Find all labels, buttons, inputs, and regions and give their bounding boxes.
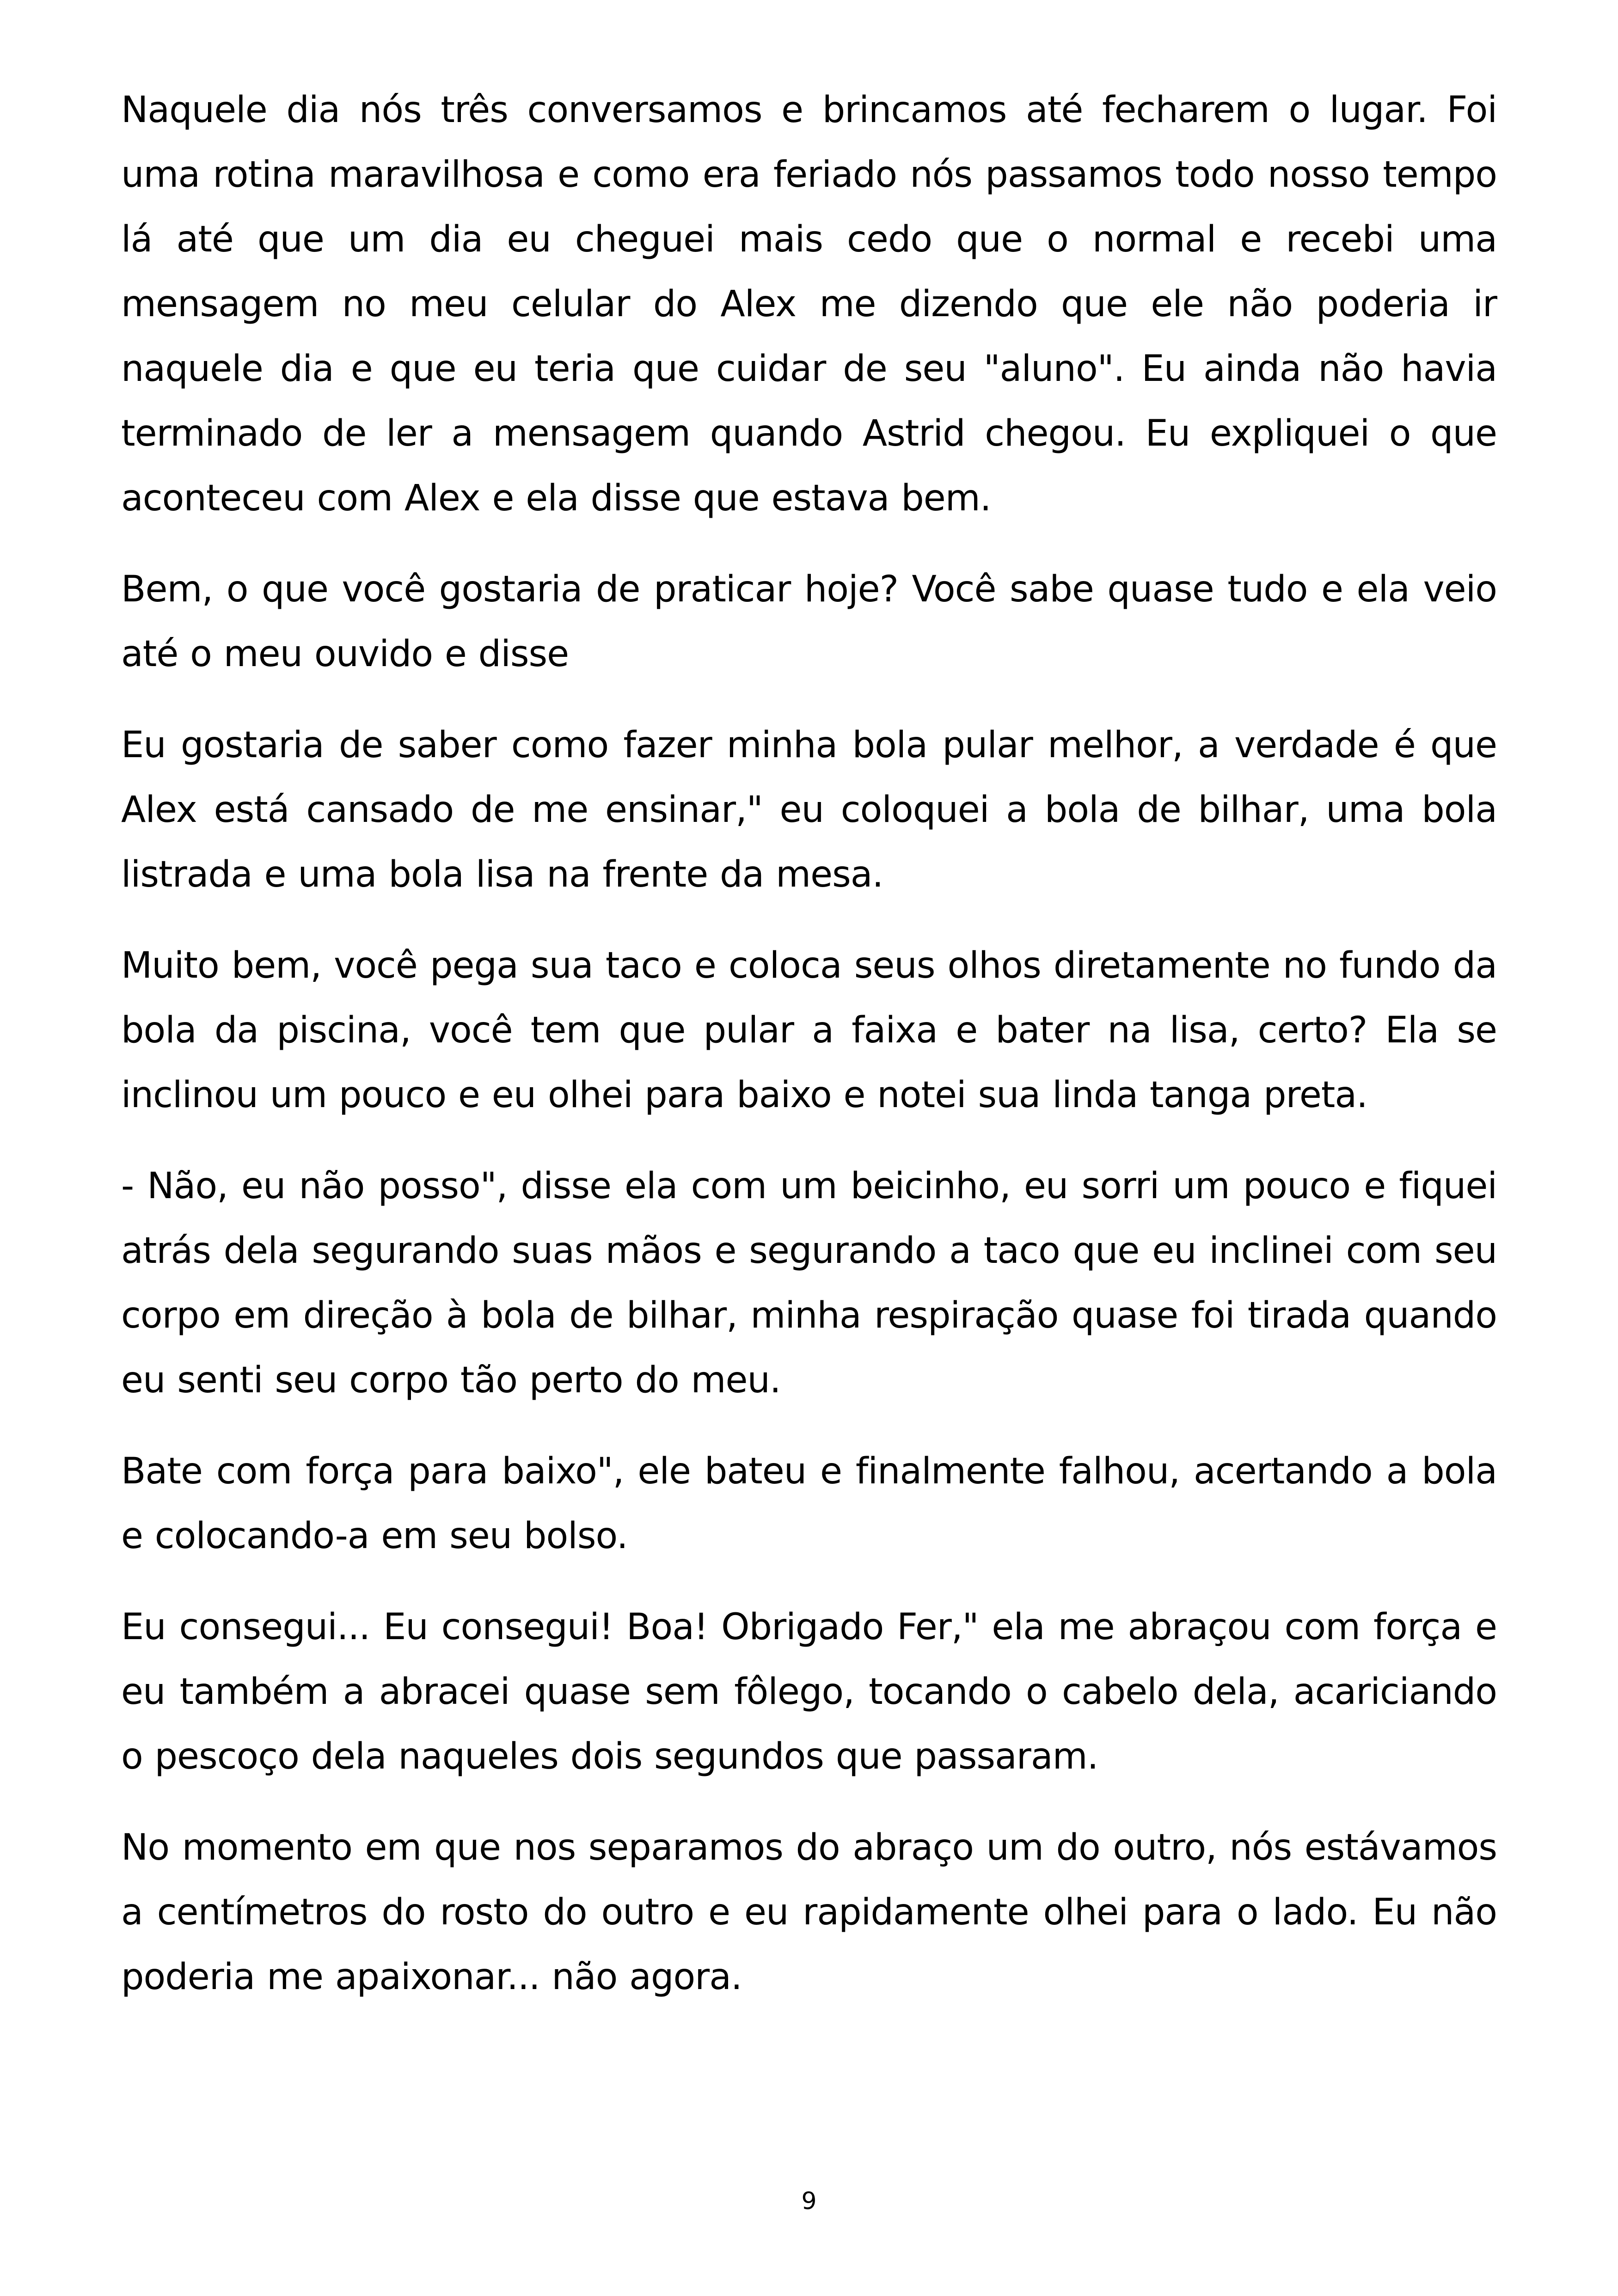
page-body <box>121 78 1497 2036</box>
paragraph-8: No momento em que nos separamos do abraço um do outro, nós estávamos a centímetros do rosto do outro e eu rapidamente olhei para o lado. Eu não poderia me apaixonar... não agora. <box>121 1827 1497 1998</box>
paragraph-5: - Não, eu não posso", disse ela com um beicinho, eu sorri um pouco e fiquei atrás dela segurando suas mãos e segurando a taco que eu inclinei com seu corpo em direção à bola de bilhar, minha respiração quase foi tirada quando eu senti seu corpo tão perto do meu. <box>121 1165 1497 1401</box>
paragraph-6: Bate com força para baixo", ele bateu e finalmente falhou, acertando a bola e colocando-a em seu bolso. <box>121 1451 1497 1557</box>
paragraph-2: Bem, o que você gostaria de praticar hoje? Você sabe quase tudo e ela veio até o meu ouvido e disse <box>121 569 1497 675</box>
paragraph-1: Naquele dia nós três conversamos e brincamos até fecharem o lugar. Foi uma rotina maravilhosa e como era feriado nós passamos todo nosso tempo lá até que um dia eu cheguei mais cedo que o normal e recebi uma mensagem no meu celular do Alex me dizendo que ele não poderia ir naquele dia e que eu teria que cuidar de seu "aluno". Eu ainda não havia terminado de ler a mensagem quando Astrid chegou. Eu expliquei o que aconteceu com Alex e ela disse que estava bem. <box>121 89 1497 519</box>
paragraph-3: Eu gostaria de saber como fazer minha bola pular melhor, a verdade é que Alex está cansado de me ensinar," eu coloquei a bola de bilhar, uma bola listrada e uma bola lisa na frente da mesa. <box>121 724 1497 895</box>
page-number: 9 <box>801 2187 817 2215</box>
paragraph-7: Eu consegui... Eu consegui! Boa! Obrigado Fer," ela me abraçou com força e eu também a abracei quase sem fôlego, tocando o cabelo dela, acariciando o pescoço dela naqueles dois segundos que passaram. <box>121 1606 1497 1777</box>
paragraph-4: Muito bem, você pega sua taco e coloca seus olhos diretamente no fundo da bola da piscina, você tem que pular a faixa e bater na lisa, certo? Ela se inclinou um pouco e eu olhei para baixo e notei sua linda tanga preta. <box>121 945 1497 1116</box>
